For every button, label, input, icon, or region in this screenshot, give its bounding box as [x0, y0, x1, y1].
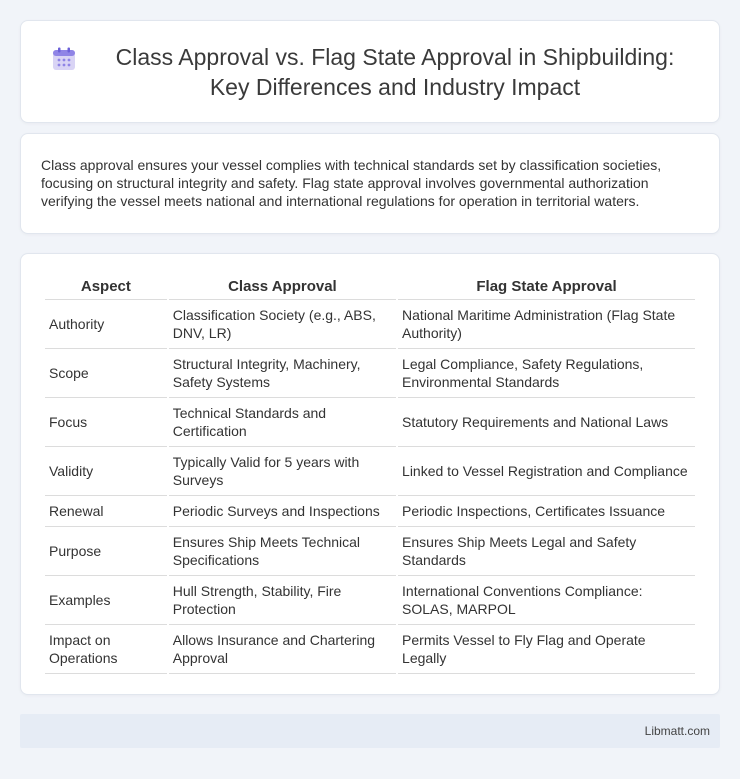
table-cell: Scope	[45, 349, 167, 398]
table-cell: Legal Compliance, Safety Regulations, Environmental Standards	[398, 349, 695, 398]
comparison-table-card	[20, 253, 720, 695]
table-cell: Periodic Surveys and Inspections	[169, 496, 396, 527]
table-cell: Structural Integrity, Machinery, Safety Systems	[169, 349, 396, 398]
table-cell: International Conventions Compliance: SOLAS, MARPOL	[398, 576, 695, 625]
table-row	[45, 300, 695, 349]
table-cell: Examples	[45, 576, 167, 625]
table-cell: Renewal	[45, 496, 167, 527]
table-cell: Impact on Operations	[45, 625, 167, 674]
table-row	[45, 398, 695, 447]
intro-text: Class approval ensures your vessel complies with technical standards set by classification societies, focusing on structural integrity and safety. Flag state approval involves governmental authorization verifying the vessel meets national and international regulations for operation in territorial waters.	[41, 157, 662, 209]
header-card	[20, 20, 720, 123]
table-cell: Hull Strength, Stability, Fire Protection	[169, 576, 396, 625]
comparison-table	[43, 276, 697, 674]
table-cell: Validity	[45, 447, 167, 496]
column-header-aspect: Aspect	[45, 276, 167, 300]
table-row	[45, 527, 695, 576]
table-cell: Focus	[45, 398, 167, 447]
table-cell: Linked to Vessel Registration and Compliance	[398, 447, 695, 496]
table-cell: National Maritime Administration (Flag State Authority)	[398, 300, 695, 349]
footer-brand: Libmatt.com	[644, 724, 710, 738]
table-row	[45, 496, 695, 527]
table-row	[45, 576, 695, 625]
table-row	[45, 625, 695, 674]
title-wrap	[21, 21, 719, 122]
table-row	[45, 447, 695, 496]
table-cell: Ensures Ship Meets Legal and Safety Standards	[398, 527, 695, 576]
table-cell: Ensures Ship Meets Technical Specifications	[169, 527, 396, 576]
table-cell: Statutory Requirements and National Laws	[398, 398, 695, 447]
table-cell: Permits Vessel to Fly Flag and Operate Legally	[398, 625, 695, 674]
table-cell: Purpose	[45, 527, 167, 576]
table-cell: Authority	[45, 300, 167, 349]
table-cell: Typically Valid for 5 years with Surveys	[169, 447, 396, 496]
column-header-flag-state-approval: Flag State Approval	[398, 276, 695, 300]
table-row	[45, 349, 695, 398]
intro-card	[20, 133, 720, 234]
table-cell: Technical Standards and Certification	[169, 398, 396, 447]
calendar-icon	[51, 46, 77, 72]
table-cell: Classification Society (e.g., ABS, DNV, LR)	[169, 300, 396, 349]
page-title: Class Approval vs. Flag State Approval in Shipbuilding: Key Differences and Industry Impact	[115, 43, 675, 100]
table-header-row	[45, 276, 695, 300]
table-cell: Periodic Inspections, Certificates Issuance	[398, 496, 695, 527]
footer	[20, 714, 720, 748]
column-header-class-approval: Class Approval	[169, 276, 396, 300]
table-cell: Allows Insurance and Chartering Approval	[169, 625, 396, 674]
